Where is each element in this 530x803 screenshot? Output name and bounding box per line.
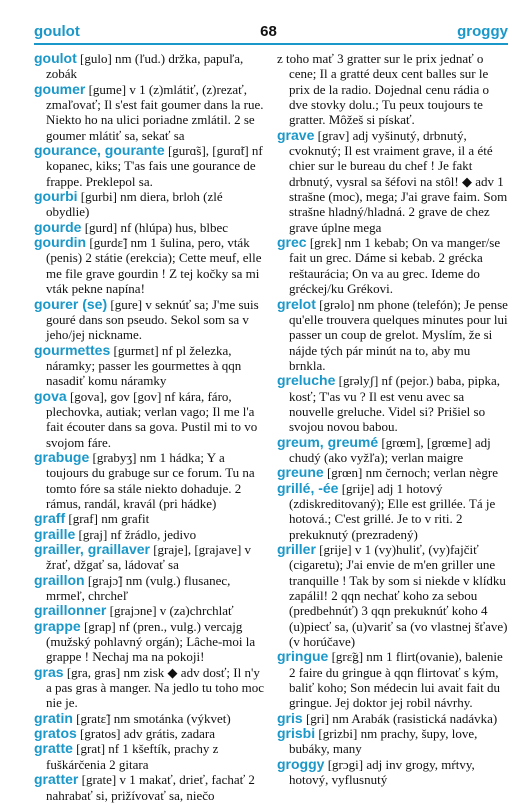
headword: grillé, -ée	[277, 479, 339, 496]
headword: griller	[277, 541, 316, 557]
entry-definition: [grije] v 1 (vy)huliť, (vy)fajčiť (cigaretu); J'ai envie de m'en griller une tranquille ! Tak by som si niekde v klídku zapálil! 2 qqn nechať koho za sebou (predbehnúť) 3 qqn prekuknúť koho 4 (u)piecť sa, (u)variť sa (vo vlastnej šťave) (v horúčave)	[289, 542, 508, 650]
dictionary-entry	[34, 189, 265, 220]
entry-definition: [grajɔne] v (za)chrchlať	[106, 603, 234, 619]
headword: gratte	[34, 740, 73, 757]
entry-definition: [gurmɛt] nf pl železka, náramky; passer les gourmettes à qqn nasadiť komu náramky	[46, 342, 242, 389]
headword: goumer	[34, 80, 86, 97]
headword: gourmettes	[34, 341, 111, 358]
dictionary-entry	[277, 128, 508, 235]
dictionary-entry	[34, 143, 265, 189]
columns	[34, 51, 508, 803]
dictionary-entry	[34, 619, 265, 665]
dictionary-entry	[277, 649, 508, 710]
dictionary-entry	[277, 711, 508, 726]
headword: grave	[277, 126, 315, 143]
entry-definition: [grœm], [grœme] adj chudý (ako vyžľa); verlan maigre	[289, 434, 491, 465]
entry-definition: [grəlo] nm phone (telefón); Je pense qu'elle trouvera quelques minutes pour lui passer un coup de grelot. Myslím, že si nájde tých pár minút na to, aby mu brnkla.	[289, 296, 508, 373]
headword: groggy	[277, 755, 325, 772]
entry-definition: [gratos] adv grátis, zadara	[76, 726, 216, 742]
dictionary-entry	[34, 542, 265, 573]
left-column	[34, 51, 265, 803]
headword: graillonner	[34, 602, 107, 619]
entry-definition: [grizbi] nm prachy, šupy, love, bubáky, many	[289, 726, 478, 757]
entry-definition: [grabyʒ] nm 1 hádka; Y a toujours du grabuge sur ce forum. Tu na tomto fóre sa stále niekto dohaduje. 2 rámus, randál, kravál (pri hádke)	[46, 449, 255, 511]
entry-definition: [grap] nf (pren., vulg.) vercajg (mužský pohlavný orgán); Lâche-moi la grappe ! Nechaj ma na pokoji!	[46, 618, 256, 665]
entry-definition: [gure] v seknúť sa; J'me suis gouré dans son pseudo. Sekol som sa v jeho/jej nickname.	[46, 296, 259, 343]
headword: greune	[277, 464, 324, 481]
entry-definition: [grate] v 1 makať, drieť, fachať 2 nahrabať si, prižívovať sa, niečo	[46, 772, 255, 803]
entry-definition: [grɔgi] adj inv grogy, mŕtvy, hotový, vyflusnutý	[289, 756, 475, 788]
headword: greum, greumé	[277, 433, 379, 450]
headword: grec	[277, 234, 307, 251]
entry-definition: [grije] adj 1 hotový (zdiskreditovaný); Elle est grillée. Tá je hotová.; C'est grillé. Je to v riti. 2 prekuknutý (prezradený)	[289, 480, 496, 542]
headword: grailler, graillaver	[34, 541, 150, 557]
entry-definition: [gulo] nm (ľud.) držka, papuľa, zobák	[46, 51, 244, 82]
headword: gratos	[34, 725, 77, 742]
headword: grappe	[34, 617, 81, 634]
headword: goulot	[34, 50, 77, 66]
entry-definition: [gurd] nf (hlúpa) hus, blbec	[81, 219, 229, 235]
headword: gras	[34, 663, 64, 680]
dictionary-entry	[34, 220, 265, 235]
dictionary-entry	[34, 511, 265, 526]
headword: gratter	[34, 771, 79, 788]
entry-definition: [gova], gov [gov] nf kára, fáro, plechovka, autiak; verlan vago; Il me l'a fait écouter dans sa gova. Pustil mi to vo svojom fáre.	[46, 388, 258, 450]
entry-definition: [grɛk] nm 1 kebab; On va manger/se fait un grec. Dáme si kebab. 2 grécka reštaurácia; On va au grec. Ideme do gréckej/ku Grékovi.	[289, 235, 501, 297]
headword: grabuge	[34, 448, 90, 465]
dictionary-entry	[277, 757, 508, 788]
headword: graff	[34, 510, 66, 527]
headword: gourdin	[34, 234, 87, 251]
headword: gris	[277, 709, 303, 726]
dictionary-entry	[34, 235, 265, 296]
dictionary-entry	[34, 726, 265, 741]
dictionary-entry	[277, 51, 508, 128]
right-column	[277, 51, 508, 803]
headword: grelot	[277, 295, 316, 312]
page-number: 68	[260, 23, 277, 40]
entry-definition: [grav] adj vyšinutý, drbnutý, cvoknutý; Il est vraiment grave, il a été chier sur le bureau du chef ! Je fakt drbnutý, vysral sa šéfovi na stôl! ◆ adv 1 strašne (moc), mega; J'ai grave faim. Som strašne hladný/hladná. 2 grave de chez grave úplne mega	[289, 127, 508, 235]
entry-definition: [gratɛ̃] nm smotánka (výkvet)	[72, 710, 231, 726]
dictionary-entry	[277, 297, 508, 374]
dictionary-entry	[34, 389, 265, 450]
dictionary-entry	[34, 741, 265, 772]
entry-definition: [gume] v 1 (z)mlátiť, (z)rezať, zmaľovať; Il s'est fait goumer dans la rue. Niekto ho na ulici poriadne zmlátil. 2 se goumer mlátiť sa, sekať sa	[46, 81, 264, 143]
dictionary-entry	[34, 82, 265, 143]
entry-definition: [gurdɛ̃] nm 1 šulina, pero, vták (penis) 2 státie (erekcia); Cette meuf, elle me file grave gourdin ! Z tej kočky sa mi vták pekne napína!	[46, 235, 262, 297]
entry-definition: [graje], [grajave] v žrať, džgať sa, ládovať sa	[46, 542, 252, 573]
dictionary-entry	[34, 573, 265, 604]
dictionary-entry	[34, 603, 265, 618]
right-guide-word: groggy	[457, 23, 508, 40]
dictionary-entry	[277, 481, 508, 542]
entry-definition: [graf] nm grafit	[65, 511, 150, 527]
headword: graille	[34, 525, 76, 542]
entry-definition: [gurɑ̃s], [gurɑ̃t] nf kopanec, kiks; T'as fais une gourance de frappe. Preklepol sa.	[46, 143, 263, 189]
dictionary-entry	[34, 711, 265, 726]
dictionary-entry	[277, 465, 508, 480]
dictionary-entry	[34, 51, 265, 82]
headword: graillon	[34, 571, 85, 588]
page-header	[34, 20, 508, 45]
entry-definition: [grəlyʃ] nf (pejor.) baba, pipka, kosť; T'as vu ? Il est venu avec sa nouvelle greluche. Videl si? Prišiel so svojou novou babou.	[289, 373, 500, 435]
dictionary-entry	[34, 772, 265, 803]
dictionary-entry	[34, 665, 265, 711]
headword: grisbi	[277, 725, 316, 742]
entry-definition: z toho mať 3 gratter sur le prix jednať o cene; Il a gratté deux cent balles sur le prix de la radio. Dojednal cenu rádia o dve stovky dolu.; Tu peux toujours te gratter. Môžeš si pískať.	[277, 51, 489, 128]
headword: gourde	[34, 218, 82, 235]
dictionary-entry	[34, 297, 265, 343]
entry-definition: [grajɔ̃] nm (vulg.) flusanec, mrmeľ, chrcheľ	[46, 572, 231, 604]
dictionary-entry	[34, 450, 265, 511]
dictionary-entry	[277, 235, 508, 296]
dictionary-entry	[34, 527, 265, 542]
entry-definition: [gri] nm Arabák (rasistická nadávka)	[302, 710, 498, 726]
left-guide-word: goulot	[34, 23, 80, 40]
entry-definition: [gurbi] nm diera, brloh (zlé obydlie)	[46, 189, 223, 220]
dictionary-entry	[277, 726, 508, 757]
headword: gova	[34, 387, 67, 404]
entry-definition: [graj] nf žrádlo, jedivo	[75, 526, 197, 542]
headword: greluche	[277, 372, 336, 389]
headword: gratin	[34, 709, 73, 726]
dictionary-entry	[34, 343, 265, 389]
dictionary-entry	[277, 542, 508, 649]
entry-definition: [grɛ̃g] nm 1 flirt(ovanie), balenie 2 faire du gringue à qqn flirtovať s kým, baliť koho; Son médecin lui avait fait du gringue. Jej doktor jej robil návrhy.	[289, 649, 503, 711]
entry-definition: [grœn] nm černoch; verlan nègre	[323, 465, 499, 481]
entry-definition: [gra, gras] nm zisk ◆ adv dosť; Il n'y a pas gras à manger. Na jedlo tu toho moc nie je.	[46, 664, 265, 711]
headword: gourance, gourante	[34, 142, 165, 159]
headword: gourbi	[34, 188, 78, 205]
headword: gourer (se)	[34, 295, 108, 312]
headword: gringue	[277, 648, 329, 665]
entry-definition: [grat] nf 1 kšeftík, prachy z fuškárčenia 2 gitara	[46, 741, 219, 772]
dictionary-entry	[277, 435, 508, 466]
dictionary-entry	[277, 373, 508, 434]
